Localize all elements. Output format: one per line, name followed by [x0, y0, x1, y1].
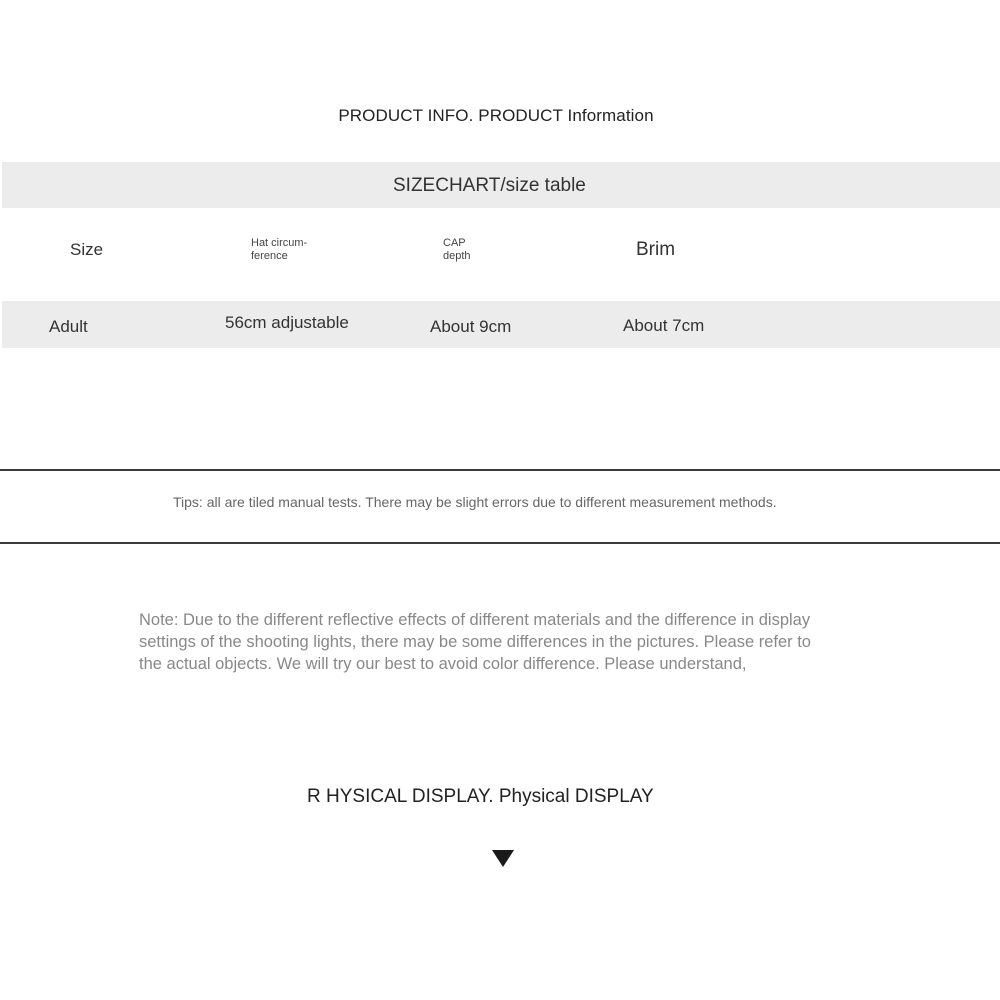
- table-cell-hat-circumference: 56cm adjustable: [225, 313, 349, 332]
- table-cell-size: Adult: [49, 317, 88, 336]
- column-header-hat-circumference-line1: Hat circum-: [251, 237, 308, 249]
- column-header-brim: Brim: [636, 239, 676, 260]
- size-table-title: SIZECHART/size table: [393, 175, 586, 196]
- tips-text: Tips: all are tiled manual tests. There may be slight errors due to different measurement methods.: [173, 494, 777, 510]
- tips-bottom-divider: [0, 542, 1000, 544]
- tips-top-divider: [0, 469, 1000, 471]
- table-cell-cap-depth: About 9cm: [430, 317, 512, 336]
- table-cell-brim: About 7cm: [623, 316, 705, 335]
- column-header-cap-depth-line1: CAP: [443, 237, 466, 249]
- column-header-hat-circumference-line2: ference: [251, 250, 288, 262]
- note-line-3: the actual objects. We will try our best to avoid color difference. Please understand,: [139, 655, 747, 673]
- column-header-hat-circumference: [251, 237, 331, 263]
- column-header-cap-depth-line2: depth: [443, 250, 471, 262]
- product-info-title: [0, 106, 1000, 126]
- physical-display-title: R HYSICAL DISPLAY. Physical DISPLAY: [307, 786, 654, 807]
- note-line-2: settings of the shooting lights, there may be some differences in the pictures. Please refer to: [139, 633, 811, 651]
- note-paragraph: [139, 609, 859, 675]
- product-info-title-text: PRODUCT INFO. PRODUCT Information: [338, 106, 654, 125]
- note-line-1: Note: Due to the different reflective effects of different materials and the difference in display: [139, 611, 811, 629]
- column-header-cap-depth: [443, 237, 503, 263]
- column-header-size: Size: [70, 240, 104, 259]
- down-triangle-icon: [492, 850, 514, 867]
